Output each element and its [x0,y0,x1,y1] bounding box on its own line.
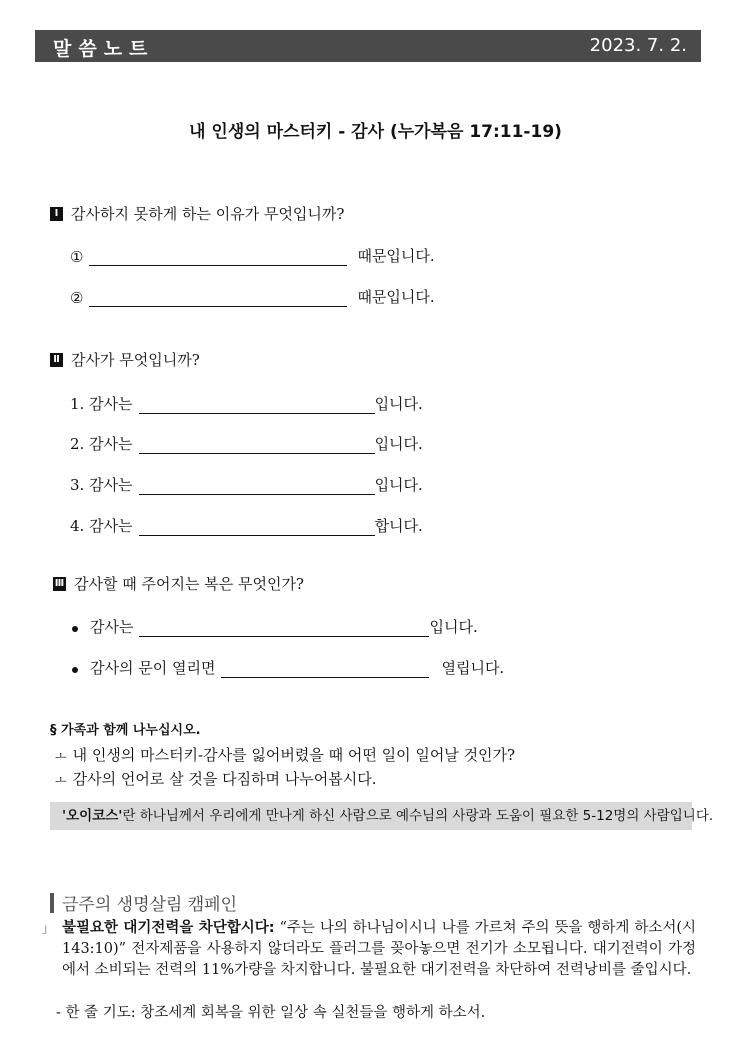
answer-blank[interactable] [89,249,347,266]
campaign-marker: 」 [42,921,55,935]
header-bar [35,30,701,62]
section3-item-1 [72,616,478,637]
answer-blank[interactable] [139,519,375,536]
item-marker: ② [70,289,84,307]
section2-numeral: Ⅱ [50,353,63,367]
title-bar-icon [50,893,54,913]
header-date: 2023. 7. 2. [589,35,687,56]
sermon-title: 내 인생의 마스터키 - 감사 (누가복음 17:11-19) [189,122,562,142]
item-marker: ① [70,248,84,266]
campaign-body [42,918,696,981]
item-prefix: 1. 감사는 [70,395,133,413]
family-marker: ㅗ [55,749,67,763]
section3-item-2 [72,657,504,678]
family-item-text: 감사의 언어로 살 것을 다짐하며 나누어봅시다. [72,770,377,788]
item-suffix: 때문입니다. [357,247,435,265]
item-suffix: 합니다. [374,517,423,535]
answer-blank[interactable] [139,397,375,414]
family-item-2 [55,768,377,789]
section2-question [50,349,200,370]
item-suffix: 입니다. [374,435,423,453]
section1-question-text: 감사하지 못하게 하는 이유가 무엇입니까? [71,205,345,223]
section2-item-1 [70,393,423,414]
family-heading: § 가족과 함께 나누십시오. [50,723,201,738]
item-suffix: 열립니다. [441,659,505,677]
family-item-text: 내 인생의 마스터키-감사를 잃어버렸을 때 어떤 일이 일어날 것인가? [72,746,516,764]
item-prefix: 감사의 문이 열리면 [90,659,216,677]
family-item-1 [55,744,515,765]
section1-numeral: Ⅰ [50,207,63,221]
header-title: 말씀노트 [53,38,155,60]
answer-blank[interactable] [139,620,429,637]
campaign-lead: 불필요한 대기전력을 차단합시다: [62,920,275,936]
answer-blank[interactable] [89,290,347,307]
section1-item-2 [70,286,435,307]
oikos-text: 란 하나님께서 우리에게 만나게 하신 사람으로 예수님의 사랑과 도움이 필요한 5-12명의 사람입니다. [122,808,714,824]
item-suffix: 때문입니다. [357,288,435,306]
item-prefix: 감사는 [90,618,134,636]
bullet-icon [72,667,78,673]
section2-item-4 [70,515,423,536]
bullet-icon [72,626,78,632]
section3-question [53,573,304,594]
item-prefix: 2. 감사는 [70,435,133,453]
item-suffix: 입니다. [374,476,423,494]
item-suffix: 입니다. [429,618,478,636]
family-marker: ㅗ [55,773,67,787]
item-prefix: 3. 감사는 [70,476,133,494]
answer-blank[interactable] [221,661,429,678]
campaign-text: “주는 나의 하나님이시니 나를 가르쳐 주의 뜻을 행하게 하소서(시 143:10)” 전자제품을 사용하지 않더라도 플러그를 꽂아놓으면 전기가 소모됩니다. 대기전력이 가정에서 소비되는 전력의 11%가량을 차지합니다. 불필요한 대기전력을 차단하여 전력낭비를 줄입시다. [62,920,696,978]
section3-question-text: 감사할 때 주어지는 복은 무엇인가? [74,575,304,593]
campaign-title-text: 금주의 생명살림 캠페인 [62,895,238,915]
section2-question-text: 감사가 무엇입니까? [71,351,200,369]
section1-question [50,203,344,224]
section2-item-2 [70,433,423,454]
campaign-prayer: - 한 줄 기도: 창조세계 회복을 위한 일상 속 실천들을 행하게 하소서. [56,1005,486,1021]
section2-item-3 [70,474,423,495]
item-suffix: 입니다. [374,395,423,413]
answer-blank[interactable] [139,478,375,495]
campaign-title [50,890,237,915]
item-prefix: 4. 감사는 [70,517,133,535]
section3-numeral: Ⅲ [54,577,65,589]
section1-item-1 [70,245,435,266]
oikos-term: '오이코스' [62,808,123,824]
answer-blank[interactable] [139,437,375,454]
oikos-note [50,802,714,830]
